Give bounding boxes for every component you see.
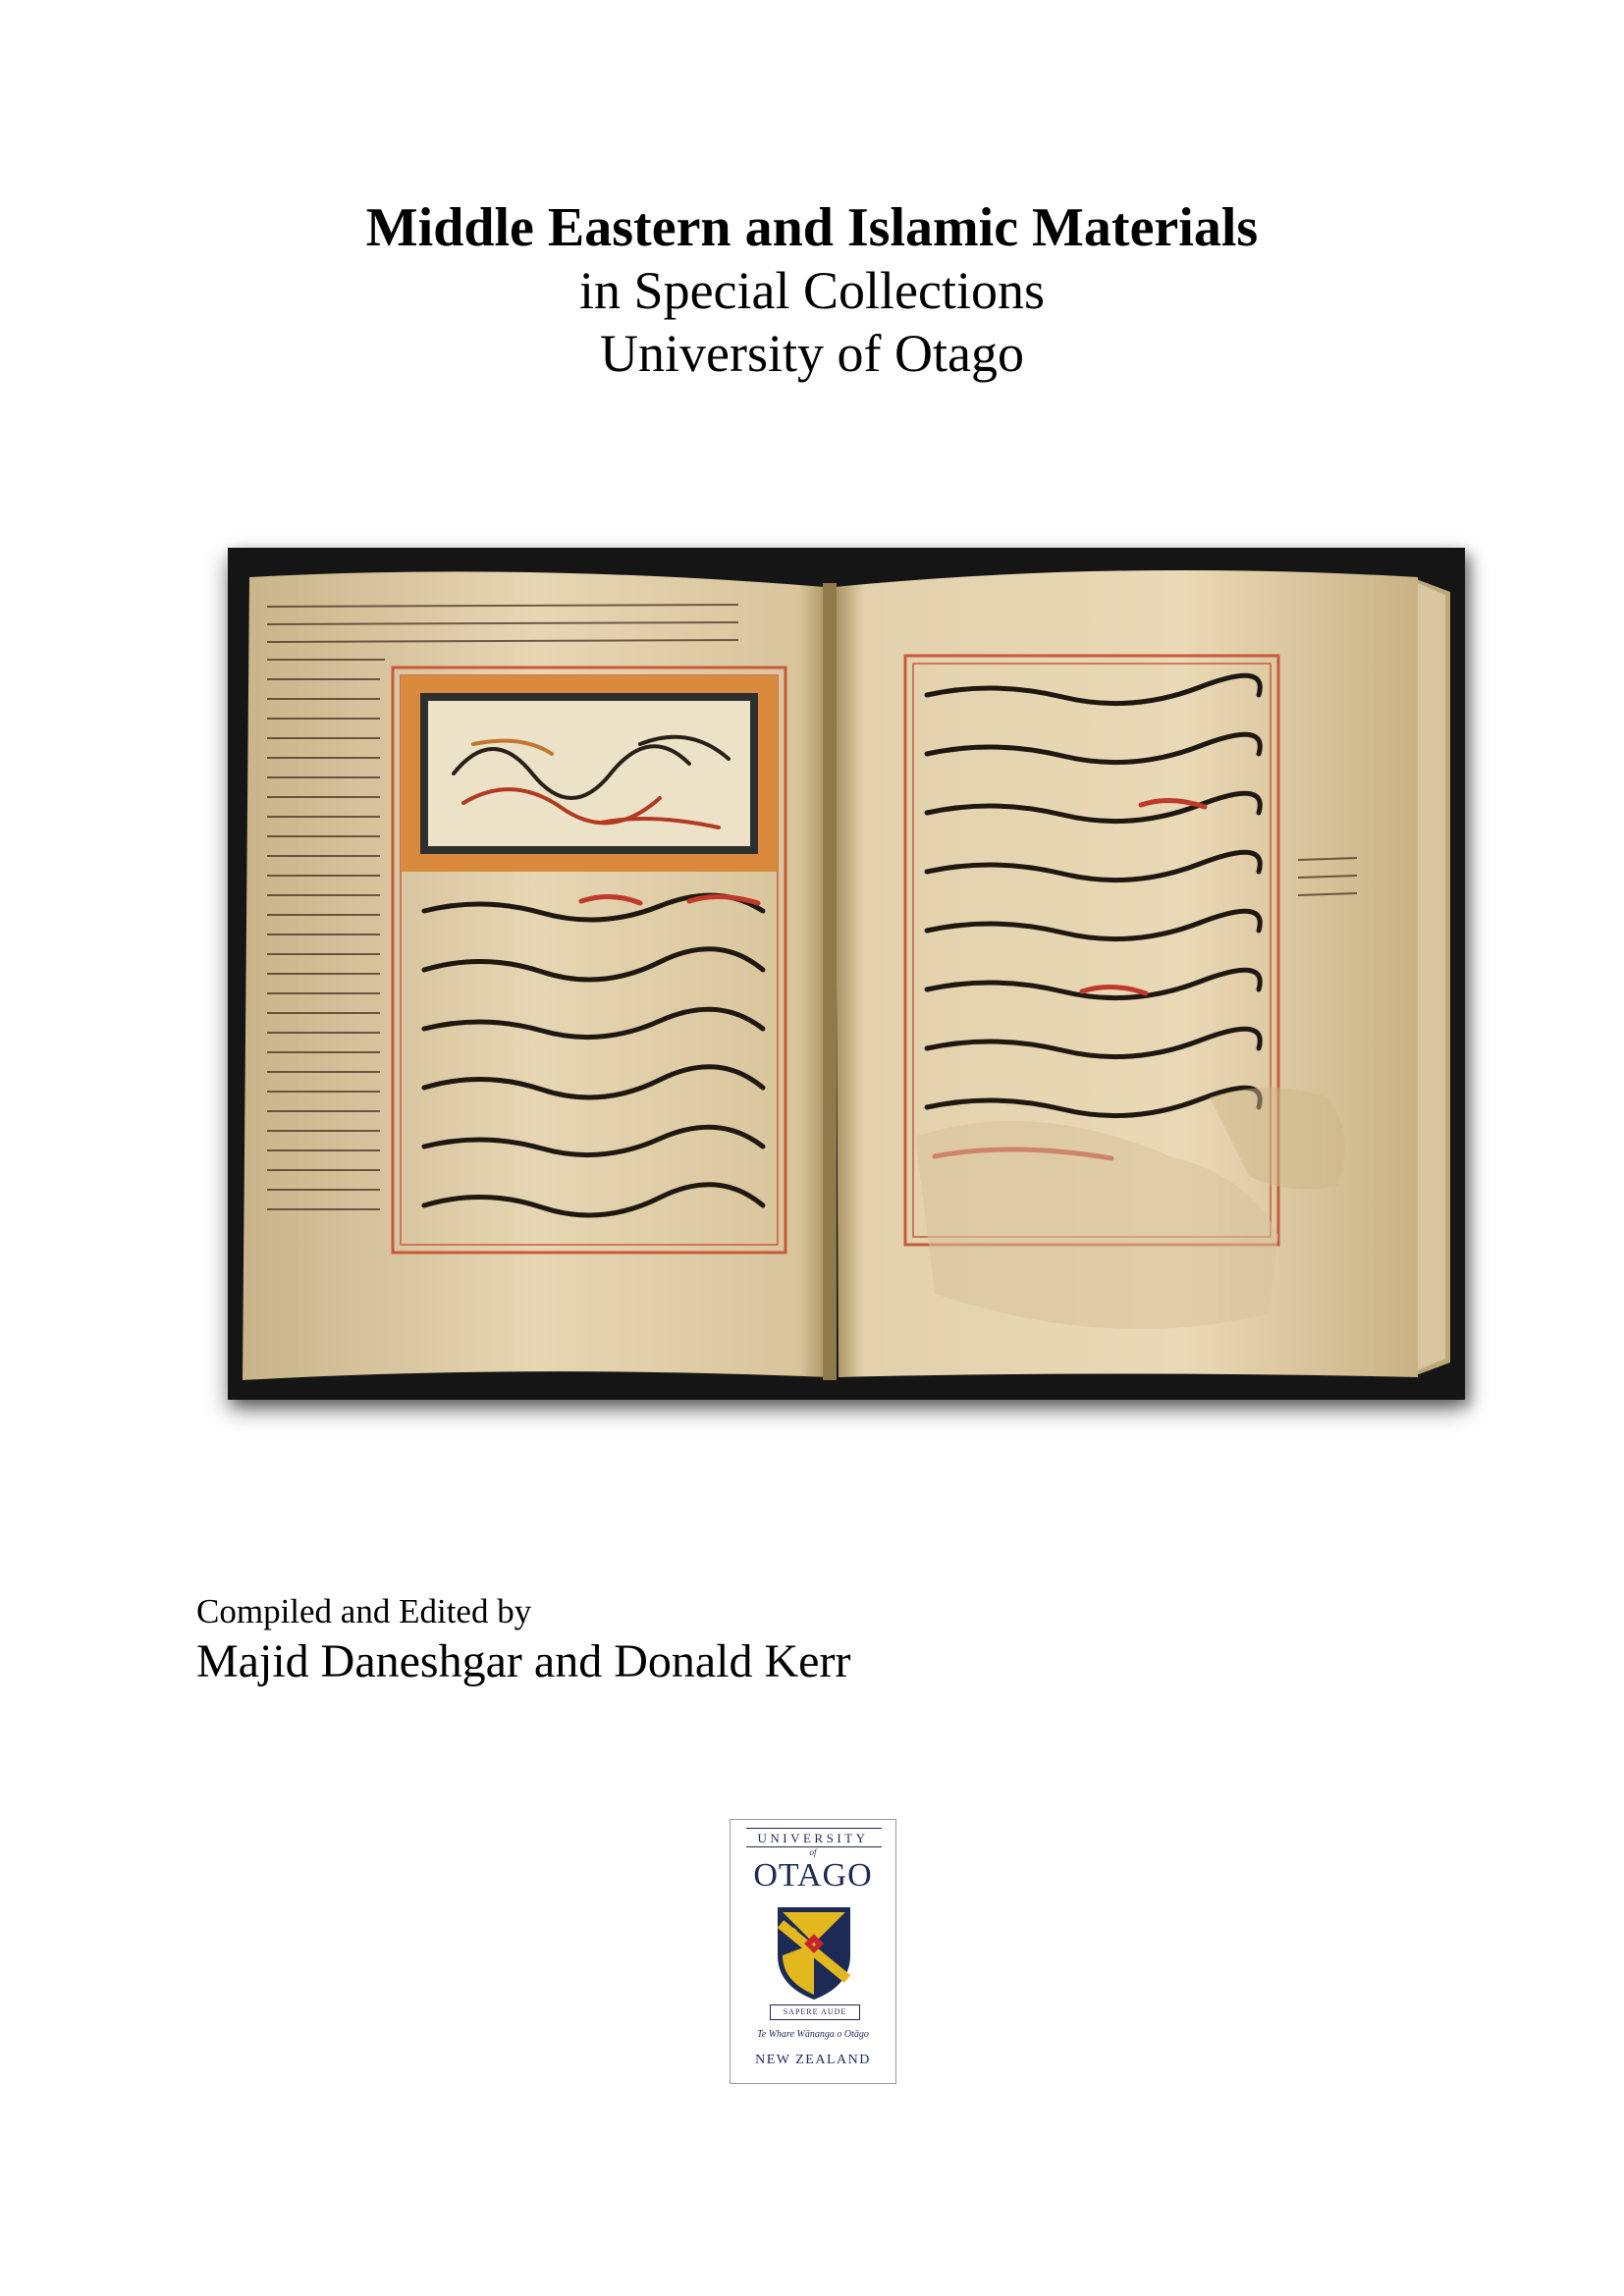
logo-country: NEW ZEALAND bbox=[755, 2053, 871, 2067]
editor-names: Majid Daneshgar and Donald Kerr bbox=[196, 1635, 851, 1687]
logo-rule-top bbox=[746, 1828, 882, 1829]
credits bbox=[196, 1590, 850, 1690]
crest-icon bbox=[775, 1904, 853, 2002]
document-subtitle-collections: in Special Collections bbox=[579, 261, 1045, 320]
document-subtitle-university: University of Otago bbox=[600, 324, 1024, 383]
logo-of-text: of bbox=[809, 1847, 817, 1857]
credits-label: Compiled and Edited by bbox=[196, 1592, 532, 1630]
svg-text:✦: ✦ bbox=[789, 1926, 799, 1937]
title-block bbox=[0, 196, 1624, 385]
document-title: Middle Eastern and Islamic Materials bbox=[365, 197, 1259, 258]
logo-motto-ribbon: SAPERE AUDE bbox=[770, 2004, 860, 2020]
university-logo bbox=[730, 1819, 896, 2084]
logo-otago-text: OTAGO bbox=[753, 1857, 873, 1894]
svg-text:✦: ✦ bbox=[810, 1941, 818, 1950]
open-manuscript-image bbox=[228, 548, 1465, 1400]
logo-university-text: UNIVERSITY bbox=[757, 1831, 869, 1845]
svg-text:✦: ✦ bbox=[829, 1965, 839, 1976]
logo-maori-name: Te Whare Wānanga o Otāgo bbox=[757, 2029, 869, 2040]
manuscript-photo bbox=[228, 548, 1465, 1400]
